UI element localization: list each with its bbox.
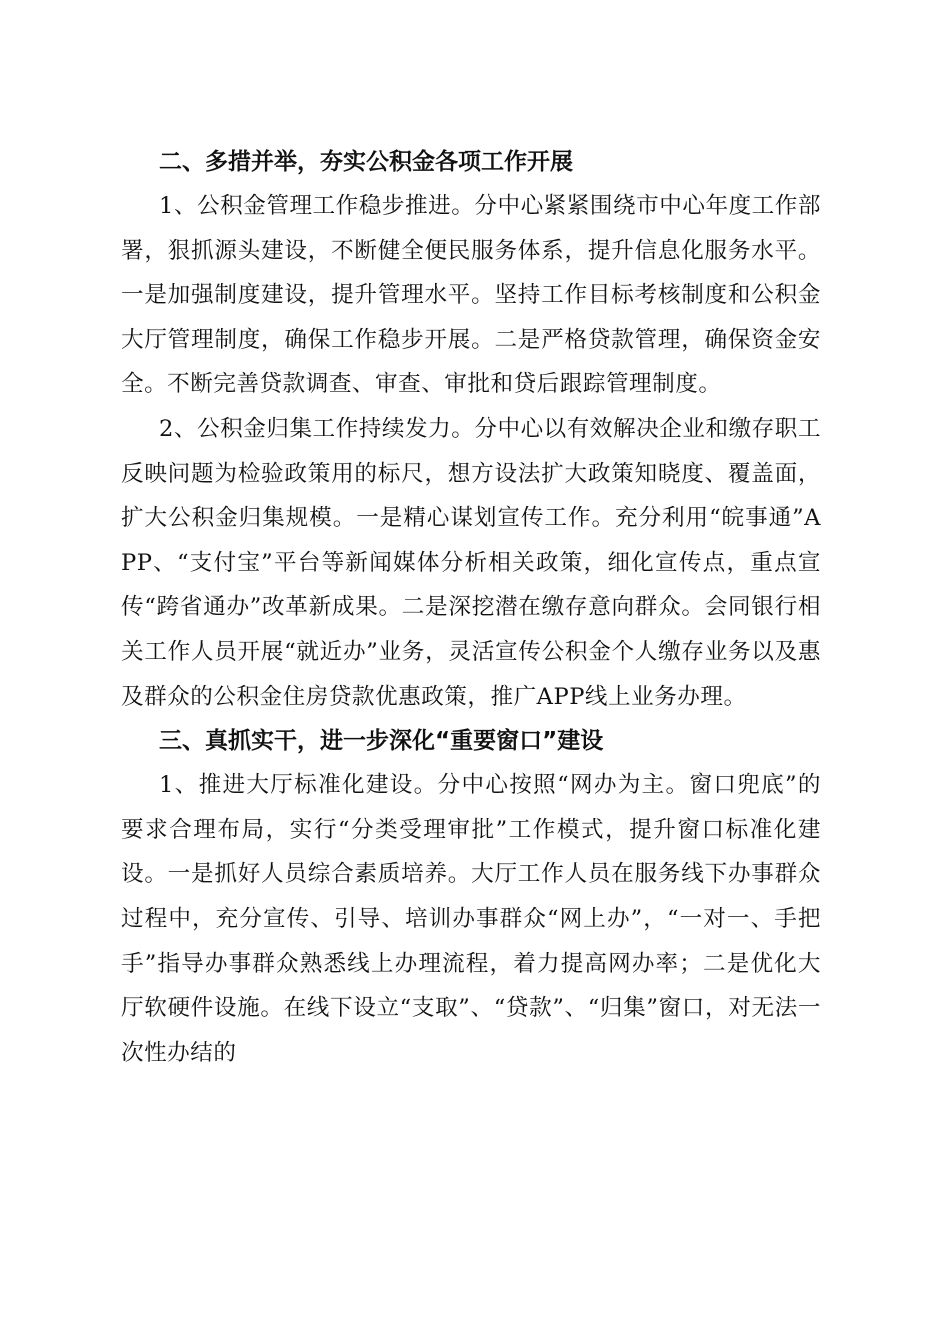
document-body xyxy=(121,140,821,1075)
section-heading-2: 二、多措并举，夯实公积金各项工作开展 xyxy=(159,149,573,175)
paragraph-hall-standardization: 1、推进大厅标准化建设。分中心按照“网办为主。窗口兜底”的要求合理布局，实行“分类受理审批”工作模式，提升窗口标准化建设。一是抓好人员综合素质培养。大厅工作人员在服务线下办事群众过程中，充分宣传、引导、培训办事群众“网上办”，“一对一、手把手”指导办事群众熟悉线上办理流程，着力提高网办率；二是优化大厅软硬件设施。在线下设立“支取”、“贷款”、“归集”窗口，对无法一次性办结的 xyxy=(121,772,821,1066)
paragraph-housing-fund-management: 1、公积金管理工作稳步推进。分中心紧紧围绕市中心年度工作部署，狠抓源头建设，不断健全便民服务体系，提升信息化服务水平。一是加强制度建设，提升管理水平。坚持工作目标考核制度和公积金大厅管理制度，确保工作稳步开展。二是严格贷款管理，确保资金安全。不断完善贷款调查、审查、审批和贷后跟踪管理制度。 xyxy=(121,193,821,398)
paragraph-housing-fund-collection: 2、公积金归集工作持续发力。分中心以有效解决企业和缴存职工反映问题为检验政策用的标尺，想方设法扩大政策知晓度、覆盖面，扩大公积金归集规模。一是精心谋划宣传工作。充分利用“皖事通”APP、“支付宝”平台等新闻媒体分析相关政策，细化宣传点，重点宣传“跨省通办”改革新成果。二是深挖潜在缴存意向群众。会同银行相关工作人员开展“就近办”业务，灵活宣传公积金个人缴存业务以及惠及群众的公积金住房贷款优惠政策，推广APP线上业务办理。 xyxy=(121,415,821,710)
section-heading-3: 三、真抓实干，进一步深化“重要窗口”建设 xyxy=(159,728,604,755)
